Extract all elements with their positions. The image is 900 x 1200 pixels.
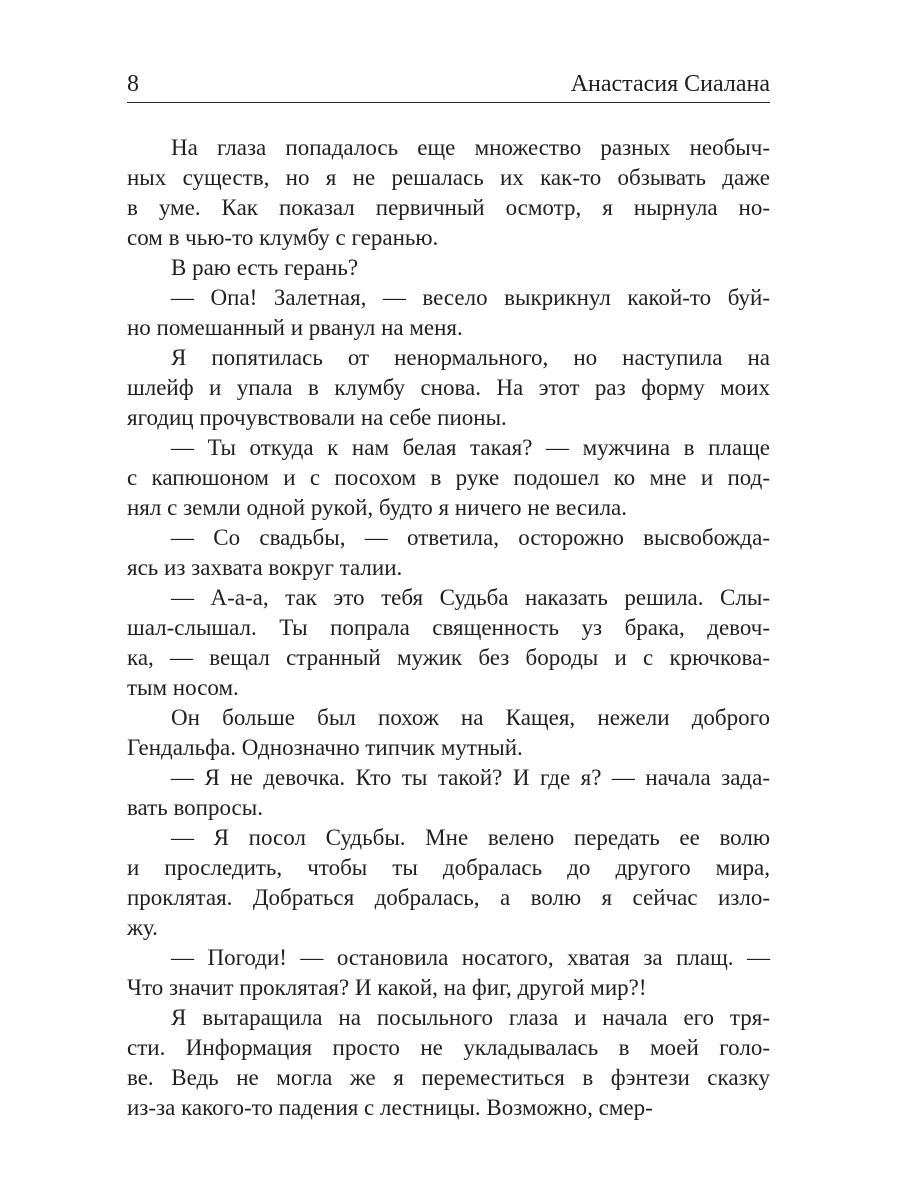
paragraph [127, 283, 770, 343]
text-line: — Со свадьбы, — ответила, осторожно высвобожда- [171, 525, 770, 550]
paragraph [127, 1003, 770, 1123]
paragraph [127, 253, 770, 283]
text-line: В раю есть герань? [171, 255, 359, 280]
text-line: Я вытаращила на посыльного глаза и начала его тря- [171, 1005, 770, 1030]
text-line: ясь из захвата вокруг талии. [127, 555, 403, 580]
text-line: в уме. Как показал первичный осмотр, я нырнула но- [127, 195, 770, 220]
text-line: нял с земли одной рукой, будто я ничего не весила. [127, 495, 628, 520]
paragraph [127, 763, 770, 823]
page-number: 8 [127, 71, 139, 97]
text-line: — Погоди! — остановила носатого, хватая за плащ. — [171, 945, 770, 970]
text-line: — Я не девочка. Кто ты такой? И где я? — начала зада- [171, 765, 770, 790]
text-line: ных существ, но я не решалась их как-то обзывать даже [127, 165, 770, 190]
text-line: сти. Информация просто не укладывалась в моей голо- [127, 1035, 770, 1060]
text-line: ягодиц прочувствовали на себе пионы. [127, 405, 507, 430]
text-line: шал-слышал. Ты попрала священность уз брака, девоч- [127, 615, 770, 640]
text-line: Он больше был похож на Кащея, нежели доброго [171, 705, 770, 730]
text-line: и проследить, чтобы ты добралась до другого мира, [127, 855, 770, 880]
paragraph [127, 823, 770, 943]
text-line: с капюшоном и с посохом в руке подошел ко мне и под- [127, 465, 770, 490]
text-line: ка, — вещал странный мужик без бороды и с крючкова- [127, 645, 770, 670]
text-line: Я попятилась от ненормального, но наступила на [171, 345, 770, 370]
text-line: — Ты откуда к нам белая такая? — мужчина в плаще [171, 435, 770, 460]
text-line: — Опа! Залетная, — весело выкрикнул какой-то буй- [171, 285, 770, 310]
text-line: из-за какого-то падения с лестницы. Возможно, смер- [127, 1095, 653, 1120]
text-line: На глаза попадалось еще множество разных необыч- [171, 135, 770, 160]
text-line: — А-а-а, так это тебя Судьба наказать решила. Слы- [171, 585, 770, 610]
text-line: Что значит проклятая? И какой, на фиг, другой мир?! [127, 975, 647, 1000]
text-line: — Я посол Судьбы. Мне велено передать ее волю [171, 825, 770, 850]
text-line: но помешанный и рванул на меня. [127, 315, 463, 340]
text-line: жу. [127, 915, 158, 940]
text-line: сом в чью-то клумбу с геранью. [127, 225, 439, 250]
paragraph [127, 943, 770, 1003]
paragraph [127, 583, 770, 703]
running-title: Анастасия Сиалана [570, 71, 770, 97]
text-line: ве. Ведь не могла же я переместиться в фэнтези сказку [127, 1065, 770, 1090]
paragraph [127, 703, 770, 763]
paragraph [127, 433, 770, 523]
body-text [127, 133, 770, 1123]
text-line: проклятая. Добраться добралась, а волю я сейчас изло- [127, 885, 770, 910]
paragraph [127, 343, 770, 433]
page-header [127, 70, 770, 98]
text-line: Гендальфа. Однозначно типчик мутный. [127, 735, 523, 760]
text-line: шлейф и упала в клумбу снова. На этот раз форму моих [127, 375, 770, 400]
text-line: тым носом. [127, 675, 239, 700]
text-line: вать вопросы. [127, 795, 263, 820]
header-rule [127, 102, 770, 103]
paragraph [127, 133, 770, 253]
paragraph [127, 523, 770, 583]
